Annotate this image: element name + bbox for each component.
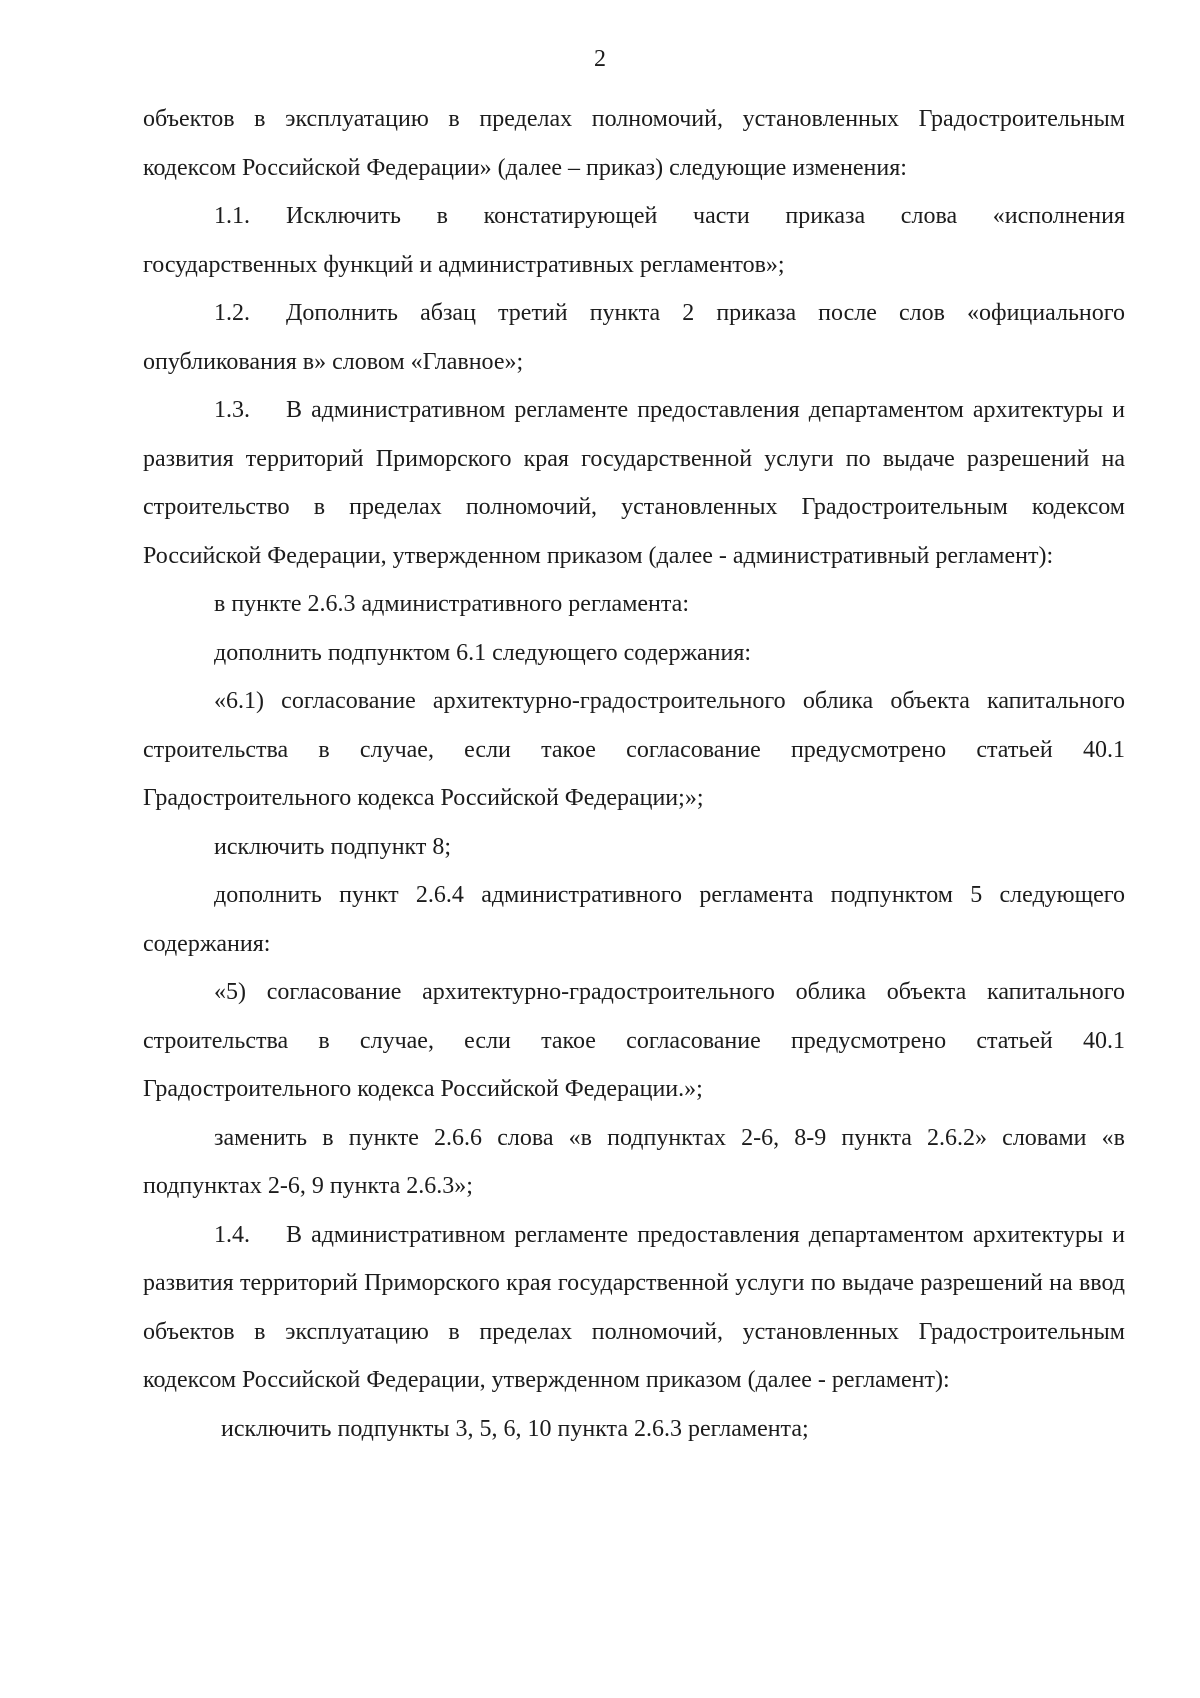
paragraph-continuation: объектов в эксплуатацию в пределах полномочий, установленных Градостроительным кодексом Российской Федерации» (далее – приказ) следующие изменения: [143, 106, 1125, 181]
paragraph-1-3 [143, 386, 1125, 580]
page-number: 2 [594, 46, 606, 72]
paragraph-subpoint-6-1-text: «6.1) согласование архитектурно-градостроительного облика объекта капитального строительства в случае, если такое согласование предусмотрено статьей 40.1 Градостроительного кодекса Российской Федерации;»; [143, 688, 1125, 811]
paragraph-point-2-6-3: в пункте 2.6.3 административного регламента: [214, 591, 689, 617]
paragraph-add-subpoint-6-1: дополнить подпунктом 6.1 следующего содержания: [214, 639, 752, 666]
paragraph-1-4 [143, 1211, 1125, 1405]
paragraph-1-1-text: Исключить в констатирующей части приказа слова «исполнения государственных функций и административных регламентов»; [143, 203, 1125, 278]
paragraph-1-3-text: В административном регламенте предоставления департаментом архитектуры и развития территорий Приморского края государственной услуги по выдаче разрешений на строительство в пределах полномочий, установленных Градостроительным кодексом Российской Федерации, утвержденном приказом (далее - административный регламент): [143, 397, 1125, 569]
paragraph-1-4-text: В административном регламенте предоставления департаментом архитектуры и развития территорий Приморского края государственной услуги по выдаче разрешений на ввод объектов в эксплуатацию в пределах полномочий, установленных Градостроительным кодексом Российской Федерации, утвержденном приказом (далее - регламент): [143, 1221, 1125, 1393]
item-number-1-3: 1.3. [214, 397, 250, 423]
paragraph-subpoint-5-text: «5) согласование архитектурно-градостроительного облика объекта капитального строительства в случае, если такое согласование предусмотрено статьей 40.1 Градостроительного кодекса Российской Федерации.»; [143, 979, 1125, 1102]
paragraph-exclude-subpoint-8: исключить подпункт 8; [214, 833, 452, 860]
paragraph-1-2-text: Дополнить абзац третий пункта 2 приказа после слов «официального опубликования в» словом «Главное»; [143, 300, 1125, 375]
paragraph-add-point-2-6-4: дополнить пункт 2.6.4 административного регламента подпунктом 5 следующего содержания: [143, 882, 1125, 957]
item-number-1-1: 1.1. [214, 203, 250, 229]
paragraph-replace-2-6-6: заменить в пункте 2.6.6 слова «в подпунктах 2-6, 8-9 пункта 2.6.2» словами «в подпунктах 2-6, 9 пункта 2.6.3»; [143, 1124, 1125, 1199]
paragraph-1-2 [143, 289, 1125, 386]
item-number-1-2: 1.2. [214, 300, 250, 326]
paragraph-1-1 [143, 192, 1125, 289]
document-body [143, 95, 1125, 1453]
paragraph-exclude-subpoints: исключить подпункты 3, 5, 6, 10 пункта 2.6.3 регламента; [221, 1415, 809, 1442]
item-number-1-4: 1.4. [214, 1221, 250, 1248]
